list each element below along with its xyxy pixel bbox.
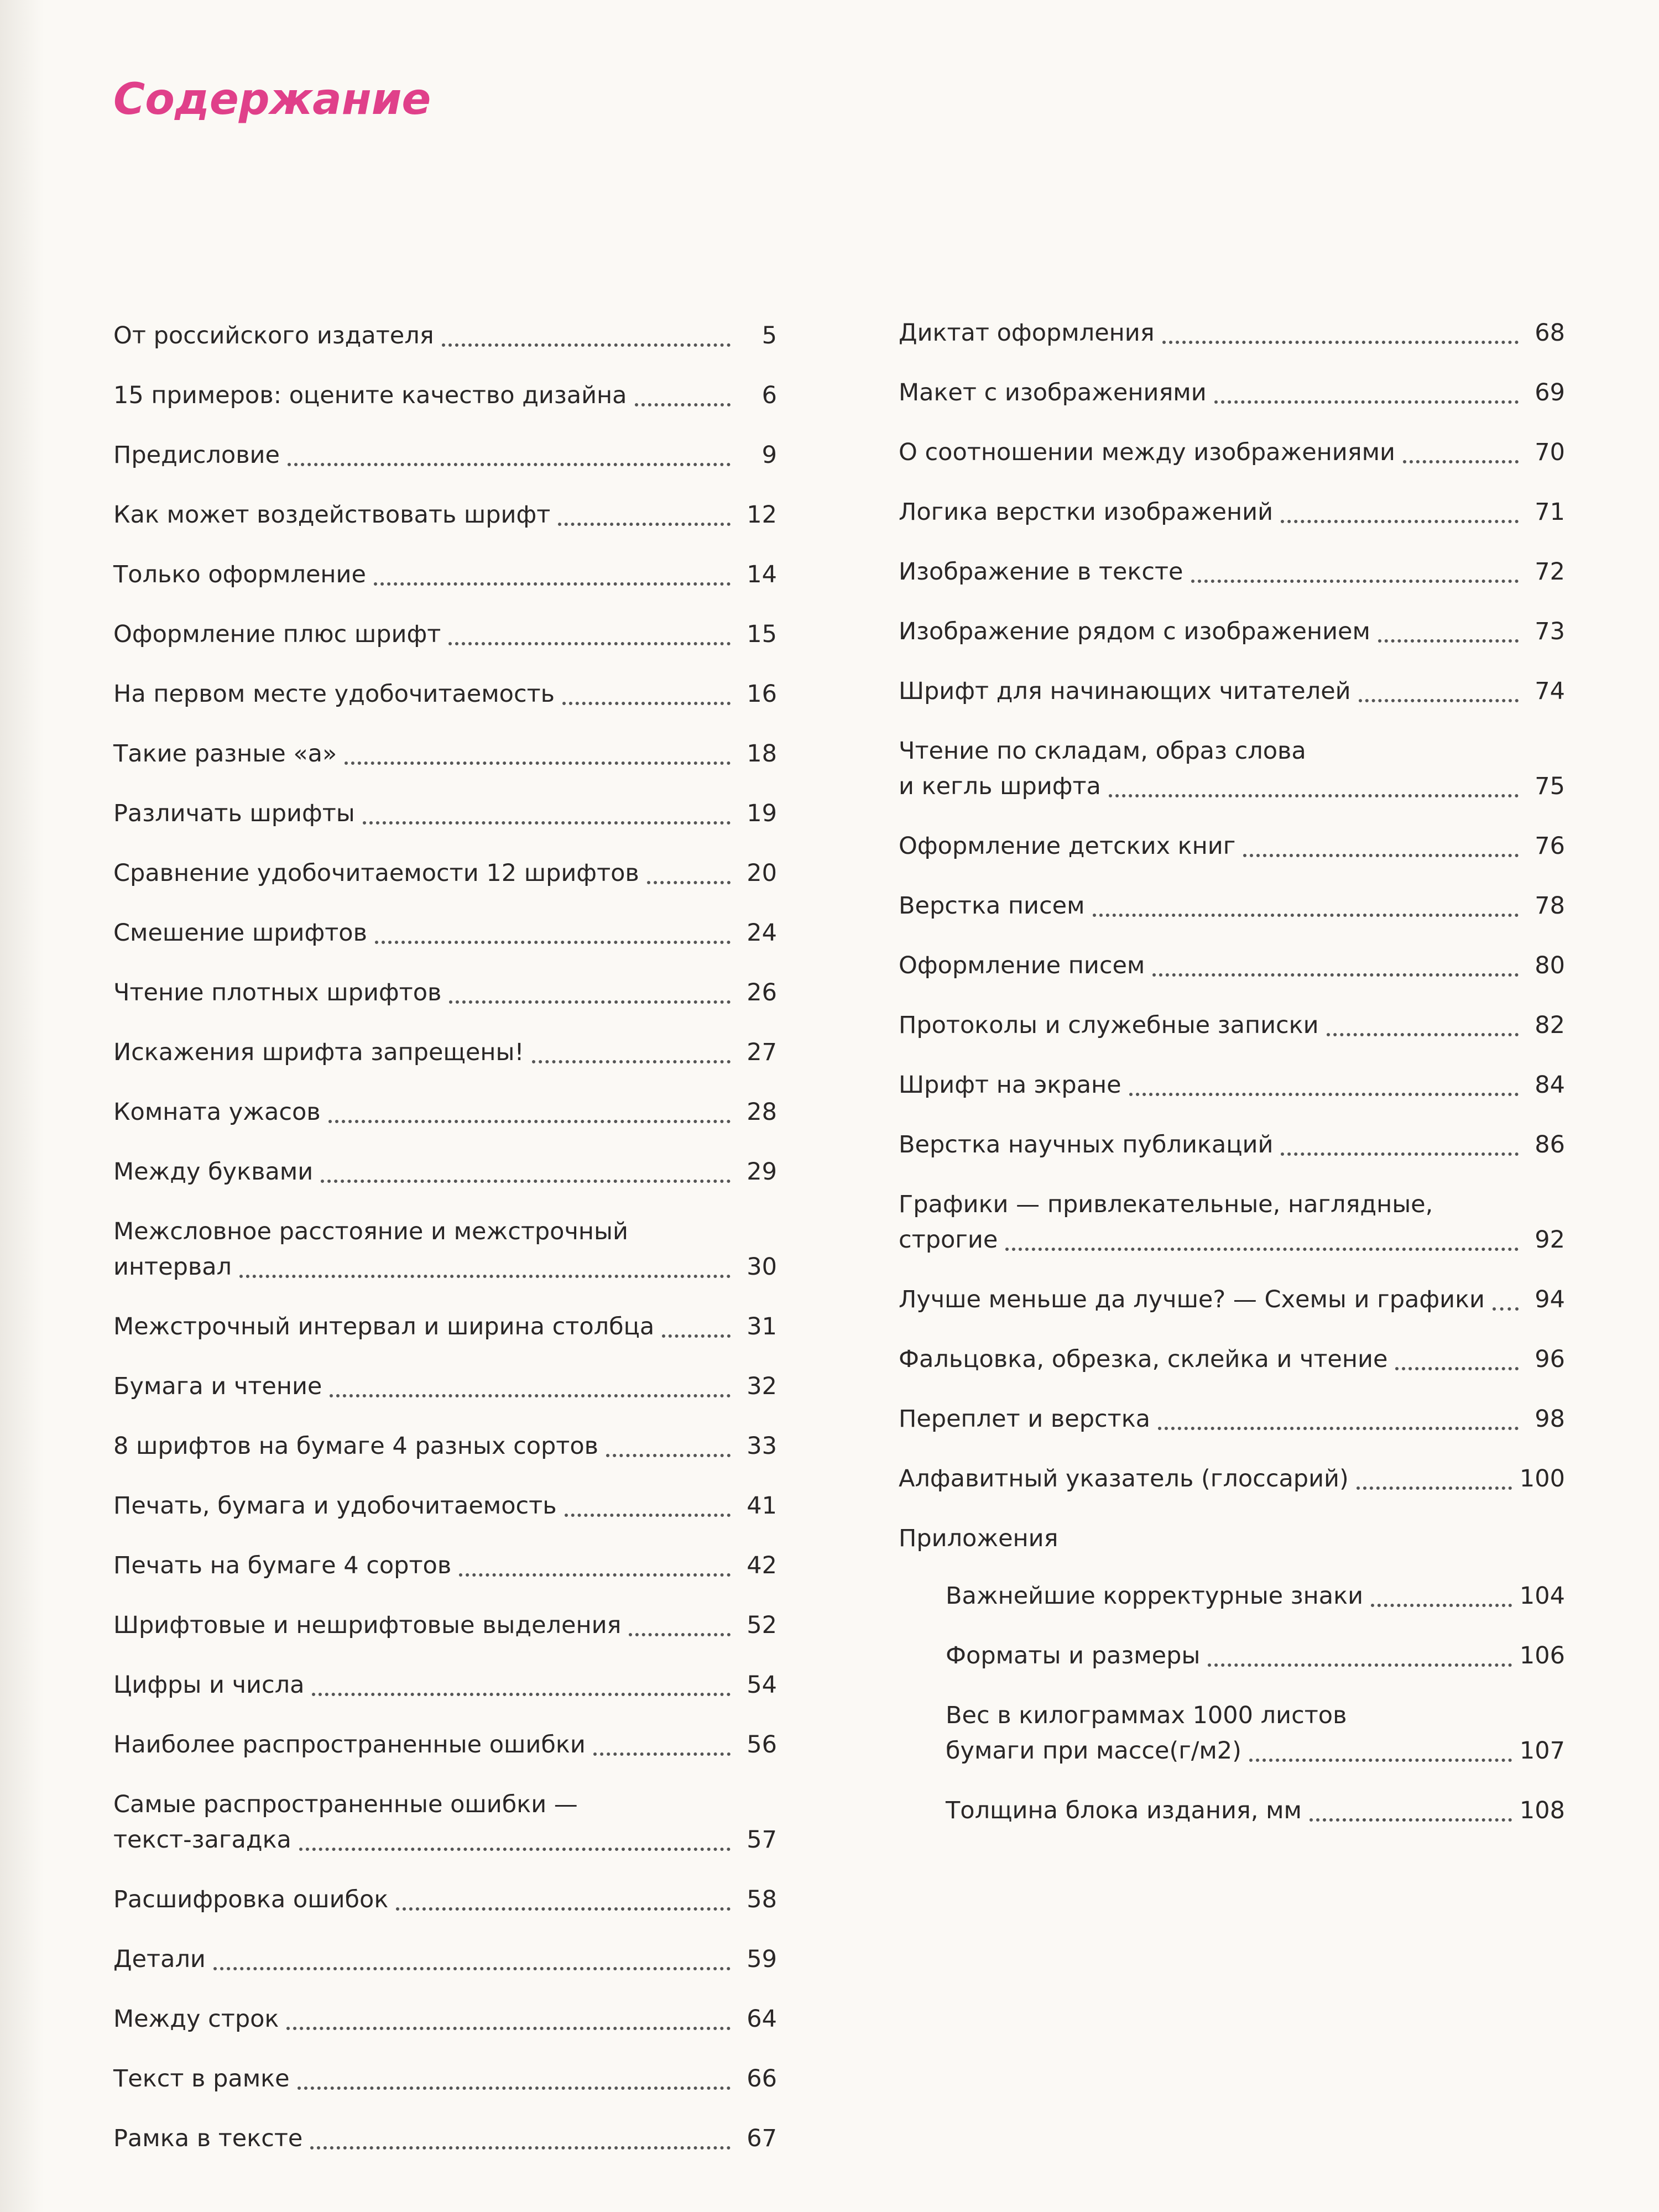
toc-entry[interactable] xyxy=(899,1008,1565,1043)
dot-leader xyxy=(635,383,731,406)
toc-entry[interactable] xyxy=(113,1214,777,1285)
toc-entry-label: Печать, бумага и удобочитаемость xyxy=(113,1492,557,1520)
toc-entry[interactable] xyxy=(113,1727,777,1762)
toc-entry-label: Шрифт на экране xyxy=(899,1071,1121,1099)
toc-entry[interactable] xyxy=(113,1488,777,1524)
dot-leader xyxy=(1249,1739,1512,1762)
toc-entry-label: текст-загадка xyxy=(113,1826,291,1854)
toc-entry-label-line1: Графики — привлекательные, наглядные, xyxy=(899,1191,1433,1218)
toc-entry[interactable] xyxy=(113,915,777,951)
toc-entry[interactable] xyxy=(946,1793,1565,1828)
dot-leader xyxy=(1493,1287,1519,1311)
toc-entry[interactable] xyxy=(113,975,777,1010)
toc-entry[interactable] xyxy=(899,1401,1565,1437)
toc-entry[interactable] xyxy=(113,1667,777,1703)
toc-entry-label: Макет с изображениями xyxy=(899,379,1207,406)
toc-page-number: 33 xyxy=(747,1432,777,1460)
toc-entry[interactable] xyxy=(899,494,1565,530)
toc-page-number: 6 xyxy=(761,382,777,409)
dot-leader xyxy=(1152,953,1519,977)
toc-entry[interactable] xyxy=(899,554,1565,589)
toc-entry-label-line1: Вес в килограммах 1000 листов xyxy=(946,1702,1347,1729)
toc-entry-label: От российского издателя xyxy=(113,322,434,349)
toc-entry-label-line1: Чтение по складам, образ слова xyxy=(899,737,1306,765)
dot-leader xyxy=(558,503,731,526)
toc-page-number: 69 xyxy=(1535,379,1565,406)
dot-leader xyxy=(562,682,731,705)
toc-entry-label: Текст в рамке xyxy=(113,2065,290,2093)
toc-page-number: 84 xyxy=(1535,1071,1565,1099)
toc-page-number: 54 xyxy=(747,1671,777,1699)
toc-entry-label: Фальцовка, обрезка, склейка и чтение xyxy=(899,1345,1388,1373)
toc-page-number: 28 xyxy=(747,1098,777,1126)
toc-page-number: 56 xyxy=(747,1731,777,1759)
dot-leader xyxy=(1191,560,1519,583)
toc-entry-label-line1: Самые распространенные ошибки — xyxy=(113,1791,578,1818)
dot-leader xyxy=(1005,1228,1519,1251)
toc-entry-label: Протоколы и служебные записки xyxy=(899,1011,1319,1039)
toc-entry-label: Логика верстки изображений xyxy=(899,498,1274,526)
dot-leader xyxy=(396,1887,731,1911)
toc-page-number: 30 xyxy=(747,1253,777,1281)
toc-entry[interactable] xyxy=(946,1638,1565,1673)
toc-entry[interactable] xyxy=(899,1282,1565,1317)
toc-entry[interactable] xyxy=(899,888,1565,924)
toc-entry-label: Верстка писем xyxy=(899,892,1085,920)
toc-page-number: 107 xyxy=(1519,1737,1565,1765)
toc-entry-label: Расшифровка ошибок xyxy=(113,1886,389,1913)
toc-page-number: 94 xyxy=(1535,1286,1565,1313)
toc-entry[interactable] xyxy=(113,736,777,771)
dot-leader xyxy=(298,2067,731,2090)
dot-leader xyxy=(312,1673,731,1696)
toc-entry[interactable] xyxy=(113,1787,777,1858)
toc-page-number: 19 xyxy=(747,800,777,827)
toc-entry-label: Рамка в тексте xyxy=(113,2125,303,2152)
dot-leader xyxy=(321,1160,731,1183)
dot-leader xyxy=(1281,500,1519,523)
page-edge-shadow xyxy=(0,0,44,2212)
toc-right-column xyxy=(899,315,1565,1853)
toc-entry-label: Цифры и числа xyxy=(113,1671,305,1699)
toc-entry[interactable] xyxy=(113,796,777,831)
toc-page-number: 66 xyxy=(747,2065,777,2093)
toc-page-number: 24 xyxy=(747,919,777,947)
dot-leader xyxy=(606,1434,731,1457)
toc-entry[interactable] xyxy=(113,1882,777,1917)
toc-page-number: 104 xyxy=(1519,1582,1565,1610)
dot-leader xyxy=(629,1613,731,1636)
toc-entry[interactable] xyxy=(113,1942,777,1977)
toc-entry[interactable] xyxy=(113,1035,777,1070)
toc-entry[interactable] xyxy=(113,1309,777,1344)
toc-entry[interactable] xyxy=(113,676,777,712)
toc-entry-label: На первом месте удобочитаемость xyxy=(113,680,555,708)
toc-page-number: 108 xyxy=(1519,1797,1565,1824)
toc-page-number: 26 xyxy=(747,979,777,1006)
dot-leader xyxy=(1158,1407,1519,1430)
dot-leader xyxy=(1395,1347,1519,1370)
toc-entry[interactable] xyxy=(899,1067,1565,1103)
toc-page-number: 16 xyxy=(747,680,777,708)
dot-leader xyxy=(286,2007,731,2030)
toc-page-number: 100 xyxy=(1519,1465,1565,1493)
toc-page-number: 64 xyxy=(747,2005,777,2033)
toc-entry[interactable] xyxy=(899,674,1565,709)
dot-leader xyxy=(1359,679,1519,702)
appendix-heading: Приложения xyxy=(899,1525,1058,1552)
dot-leader xyxy=(1214,380,1519,404)
toc-entry-label: Наиболее распространенные ошибки xyxy=(113,1731,586,1759)
toc-entry-label: строгие xyxy=(899,1226,998,1254)
toc-page-number: 71 xyxy=(1535,498,1565,526)
toc-entry-label: интервал xyxy=(113,1253,232,1281)
toc-page-number: 15 xyxy=(747,620,777,648)
toc-page-number: 70 xyxy=(1535,439,1565,466)
toc-page-number: 92 xyxy=(1535,1226,1565,1254)
toc-entry-label: Алфавитный указатель (глоссарий) xyxy=(899,1465,1349,1493)
toc-entry[interactable] xyxy=(899,1187,1565,1258)
toc-entry[interactable] xyxy=(113,1094,777,1130)
toc-entry-label: Форматы и размеры xyxy=(946,1642,1201,1670)
toc-page-number: 32 xyxy=(747,1373,777,1400)
toc-page-number: 5 xyxy=(761,322,777,349)
dot-leader xyxy=(442,324,731,347)
toc-entry[interactable] xyxy=(899,1127,1565,1162)
toc-entry-label: Между буквами xyxy=(113,1158,314,1186)
dot-leader xyxy=(532,1040,731,1063)
toc-entry-label-line1: Межсловное расстояние и межстрочный xyxy=(113,1218,628,1245)
appendix-list xyxy=(899,1578,1565,1828)
toc-entry-label: Смешение шрифтов xyxy=(113,919,367,947)
toc-page-number: 31 xyxy=(747,1313,777,1340)
toc-entry-label: Только оформление xyxy=(113,561,366,588)
dot-leader xyxy=(345,742,731,765)
toc-entry-label: Переплет и верстка xyxy=(899,1405,1151,1433)
dot-leader xyxy=(1310,1798,1512,1822)
toc-entry-label: и кегль шрифта xyxy=(899,773,1101,800)
toc-entry-label: Шрифт для начинающих читателей xyxy=(899,677,1351,705)
toc-page-number: 9 xyxy=(761,441,777,469)
toc-page-number: 68 xyxy=(1535,319,1565,347)
toc-entry-label: Печать на бумаге 4 сортов xyxy=(113,1552,452,1579)
dot-leader xyxy=(1378,619,1519,643)
toc-entry-label: Верстка научных публикаций xyxy=(899,1131,1274,1159)
toc-page-number: 41 xyxy=(747,1492,777,1520)
dot-leader xyxy=(239,1255,731,1278)
toc-entry[interactable] xyxy=(113,497,777,533)
toc-page-number: 18 xyxy=(747,740,777,768)
toc-entry-label: Изображение рядом с изображением xyxy=(899,618,1370,645)
toc-entry[interactable] xyxy=(899,733,1565,804)
toc-page-number: 106 xyxy=(1519,1642,1565,1670)
toc-page-number: 82 xyxy=(1535,1011,1565,1039)
dot-leader xyxy=(213,1947,731,1970)
toc-entry[interactable] xyxy=(899,948,1565,983)
toc-entry-label: Предисловие xyxy=(113,441,280,469)
toc-page-number: 58 xyxy=(747,1886,777,1913)
dot-leader xyxy=(459,1553,731,1577)
toc-entry[interactable] xyxy=(899,435,1565,470)
toc-entry[interactable] xyxy=(113,378,777,413)
toc-entry-label: Чтение плотных шрифтов xyxy=(113,979,442,1006)
toc-entry[interactable] xyxy=(113,1369,777,1404)
toc-entry[interactable] xyxy=(899,614,1565,649)
toc-entry-label: Различать шрифты xyxy=(113,800,355,827)
toc-entry-label: Оформление плюс шрифт xyxy=(113,620,441,648)
dot-leader xyxy=(1129,1073,1519,1096)
dot-leader xyxy=(330,1374,731,1397)
dot-leader xyxy=(1371,1584,1512,1607)
toc-entry-label: Важнейшие корректурные знаки xyxy=(946,1582,1364,1610)
toc-page-number: 57 xyxy=(747,1826,777,1854)
toc-entry-label: Оформление детских книг xyxy=(899,832,1236,860)
toc-entry[interactable] xyxy=(113,557,777,592)
dot-leader xyxy=(565,1494,731,1517)
toc-entry-label: Как может воздействовать шрифт xyxy=(113,501,551,529)
toc-entry-label: 8 шрифтов на бумаге 4 разных сортов xyxy=(113,1432,599,1460)
dot-leader xyxy=(1208,1644,1512,1667)
dot-leader xyxy=(288,443,731,466)
dot-leader xyxy=(1403,440,1519,463)
toc-entry-label: Лучше меньше да лучше? — Схемы и графики xyxy=(899,1286,1485,1313)
toc-page-number: 74 xyxy=(1535,677,1565,705)
toc-entry[interactable] xyxy=(899,1342,1565,1377)
toc-page-number: 75 xyxy=(1535,773,1565,800)
toc-entry[interactable] xyxy=(899,828,1565,864)
toc-entry-label: Бумага и чтение xyxy=(113,1373,322,1400)
toc-page-number: 12 xyxy=(747,501,777,529)
dot-leader xyxy=(647,861,731,884)
toc-page-number: 98 xyxy=(1535,1405,1565,1433)
toc-entry[interactable] xyxy=(113,437,777,473)
dot-leader xyxy=(374,562,731,586)
toc-entry-label: Искажения шрифта запрещены! xyxy=(113,1039,524,1066)
toc-page-number: 29 xyxy=(747,1158,777,1186)
toc-entry-label: Между строк xyxy=(113,2005,279,2033)
toc-page-number: 42 xyxy=(747,1552,777,1579)
toc-page-number: 78 xyxy=(1535,892,1565,920)
dot-leader xyxy=(1243,834,1519,857)
toc-entry[interactable] xyxy=(946,1698,1565,1768)
toc-left-column xyxy=(113,318,777,2180)
toc-page-number: 14 xyxy=(747,561,777,588)
toc-page-number: 72 xyxy=(1535,558,1565,586)
toc-entry[interactable] xyxy=(113,2121,777,2156)
toc-page-number: 73 xyxy=(1535,618,1565,645)
dot-leader xyxy=(375,921,731,944)
toc-entry-label: Комната ужасов xyxy=(113,1098,321,1126)
toc-page-number: 67 xyxy=(747,2125,777,2152)
toc-entry[interactable] xyxy=(113,2061,777,2096)
dot-leader xyxy=(299,1828,731,1851)
toc-page-number: 86 xyxy=(1535,1131,1565,1159)
toc-page-number: 27 xyxy=(747,1039,777,1066)
toc-entry[interactable] xyxy=(113,1154,777,1190)
dot-leader xyxy=(363,801,731,825)
toc-entry[interactable] xyxy=(113,617,777,652)
toc-entry[interactable] xyxy=(113,1608,777,1643)
dot-leader xyxy=(1357,1467,1512,1490)
dot-leader xyxy=(449,980,731,1004)
dot-leader xyxy=(593,1733,731,1756)
toc-entry[interactable] xyxy=(113,855,777,891)
toc-page-number: 52 xyxy=(747,1611,777,1639)
toc-entry[interactable] xyxy=(113,1428,777,1464)
toc-entry[interactable] xyxy=(113,2001,777,2037)
toc-entry-label: Сравнение удобочитаемости 12 шрифтов xyxy=(113,859,639,887)
toc-entry-label: Оформление писем xyxy=(899,952,1145,979)
toc-page-number: 80 xyxy=(1535,952,1565,979)
dot-leader xyxy=(1281,1133,1519,1156)
toc-entry[interactable] xyxy=(946,1578,1565,1614)
toc-entry-label: Толщина блока издания, мм xyxy=(946,1797,1302,1824)
dot-leader xyxy=(662,1314,731,1338)
toc-page-number: 20 xyxy=(747,859,777,887)
toc-entry-label: бумаги при массе(г/м2) xyxy=(946,1737,1241,1765)
toc-entry[interactable] xyxy=(113,318,777,353)
toc-title: Содержание xyxy=(113,75,431,124)
toc-entry[interactable] xyxy=(113,1548,777,1583)
toc-page-number: 96 xyxy=(1535,1345,1565,1373)
toc-entry[interactable] xyxy=(899,1461,1565,1496)
toc-page-number: 76 xyxy=(1535,832,1565,860)
toc-entry-label: Изображение в тексте xyxy=(899,558,1183,586)
dot-leader xyxy=(448,622,731,645)
toc-entry-label: Диктат оформления xyxy=(899,319,1155,347)
dot-leader xyxy=(1109,774,1519,797)
dot-leader xyxy=(310,2126,731,2150)
dot-leader xyxy=(1327,1013,1519,1036)
toc-entry-label: Такие разные «а» xyxy=(113,740,337,768)
dot-leader xyxy=(1093,894,1519,917)
toc-page-number: 59 xyxy=(747,1945,777,1973)
toc-entry[interactable] xyxy=(899,375,1565,410)
toc-entry-label: О соотношении между изображениями xyxy=(899,439,1395,466)
toc-entry[interactable] xyxy=(899,315,1565,351)
toc-entry-label: Детали xyxy=(113,1945,206,1973)
toc-entry-label: 15 примеров: оцените качество дизайна xyxy=(113,382,627,409)
toc-entry-label: Межстрочный интервал и ширина столбца xyxy=(113,1313,655,1340)
dot-leader xyxy=(1162,321,1519,344)
dot-leader xyxy=(328,1100,731,1123)
toc-entry-label: Шрифтовые и нешрифтовые выделения xyxy=(113,1611,622,1639)
